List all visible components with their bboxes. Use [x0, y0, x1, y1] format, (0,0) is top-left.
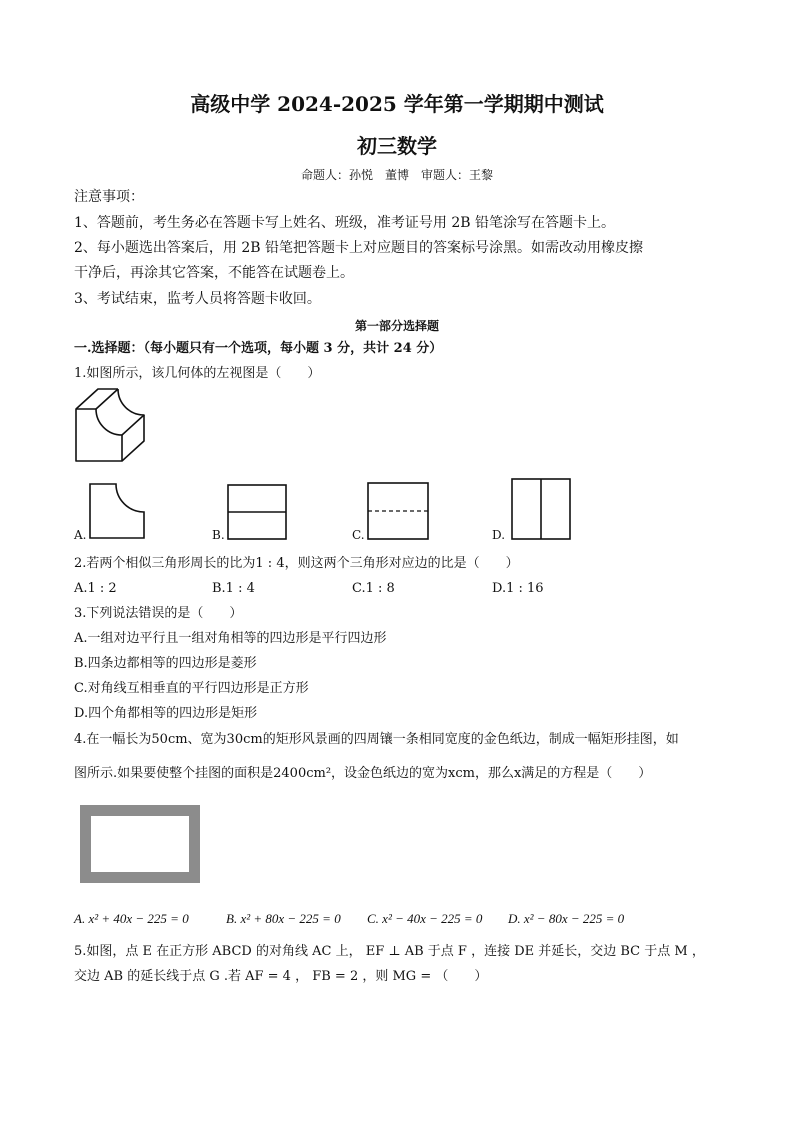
q1-option-b-label: B. — [212, 528, 225, 542]
authors-line: 命题人：孙悦 董博 审题人：王黎 — [300, 168, 493, 182]
notice-heading: 注意事项： — [74, 189, 144, 205]
notice-item-2b: 干净后，再涂其它答案，不能答在试题卷上。 — [74, 265, 354, 281]
notice-item-2a: 2、每小题选出答案后，用 2B 铅笔把答题卡上对应题目的答案标号涂黑。如需改动用橡皮擦 — [74, 240, 644, 256]
exam-title: 高级中学 2024-2025 学年第一学期期中测试 — [190, 92, 604, 116]
q2-option-a: A.1 : 2 — [74, 581, 117, 596]
q4-option-b: B. x² + 80x − 225 = 0 — [226, 911, 341, 926]
q2-option-c: C.1 : 8 — [352, 581, 395, 596]
q1-option-c-figure — [364, 480, 432, 542]
notice-item-1: 1、答题前，考生务必在答题卡写上姓名、班级，准考证号用 2B 铅笔涂写在答题卡上。 — [74, 215, 616, 231]
q4-framed-picture-figure — [80, 805, 200, 883]
q5-line-1: 5.如图，点 E 在正方形 ABCD 的对角线 AC 上， EF ⊥ AB 于点 F ，连接 DE 并延长，交边 BC 于点 M ， — [74, 944, 705, 959]
notice-item-3: 3、考试结束，监考人员将答题卡收回。 — [74, 291, 321, 307]
q4-line-1: 4.在一幅长为50cm、宽为30cm的矩形风景画的四周镶一条相同宽度的金色纸边，制成一幅矩形挂图，如 — [74, 732, 679, 747]
part-heading: 第一部分选择题 — [354, 319, 439, 333]
q4-line-2: 图所示.如果要使整个挂图的面积是2400cm²，设金色纸边的宽为xcm，那么x满足的方程是（ ） — [74, 766, 652, 781]
q4-option-d: D. x² − 80x − 225 = 0 — [508, 911, 625, 926]
q1-solid-figure — [70, 385, 160, 465]
q3-option-c: C.对角线互相垂直的平行四边形是正方形 — [74, 681, 309, 696]
q3-option-d: D.四个角都相等的四边形是矩形 — [74, 706, 258, 721]
section-heading: 一.选择题：（每小题只有一个选项，每小题 3 分，共计 24 分） — [74, 341, 443, 356]
q1-option-c-label: C. — [352, 528, 365, 542]
q2-stem: 2.若两个相似三角形周长的比为1 : 4，则这两个三角形对应边的比是（ ） — [74, 556, 519, 571]
q5-line-2: 交边 AB 的延长线于点 G .若 AF = 4 ， FB = 2 ，则 MG = （ ） — [74, 969, 488, 984]
q1-option-d-figure — [508, 476, 574, 542]
q1-option-d-label: D. — [492, 528, 506, 542]
q2-option-b: B.1 : 4 — [212, 581, 255, 596]
q1-stem: 1.如图所示，该几何体的左视图是（ ） — [74, 366, 321, 381]
q4-option-a: A. x² + 40x − 225 = 0 — [74, 911, 189, 926]
q1-option-a-label: A. — [74, 528, 87, 542]
q3-stem: 3.下列说法错误的是（ ） — [74, 606, 243, 621]
q1-option-b-figure — [224, 482, 290, 542]
subject-title: 初三数学 — [357, 134, 437, 158]
q3-option-a: A.一组对边平行且一组对角相等的四边形是平行四边形 — [74, 631, 387, 646]
q2-option-d: D.1 : 16 — [492, 581, 544, 596]
q1-option-a-figure — [86, 480, 150, 542]
q3-option-b: B.四条边都相等的四边形是菱形 — [74, 656, 257, 671]
q4-option-c: C. x² − 40x − 225 = 0 — [367, 911, 483, 926]
